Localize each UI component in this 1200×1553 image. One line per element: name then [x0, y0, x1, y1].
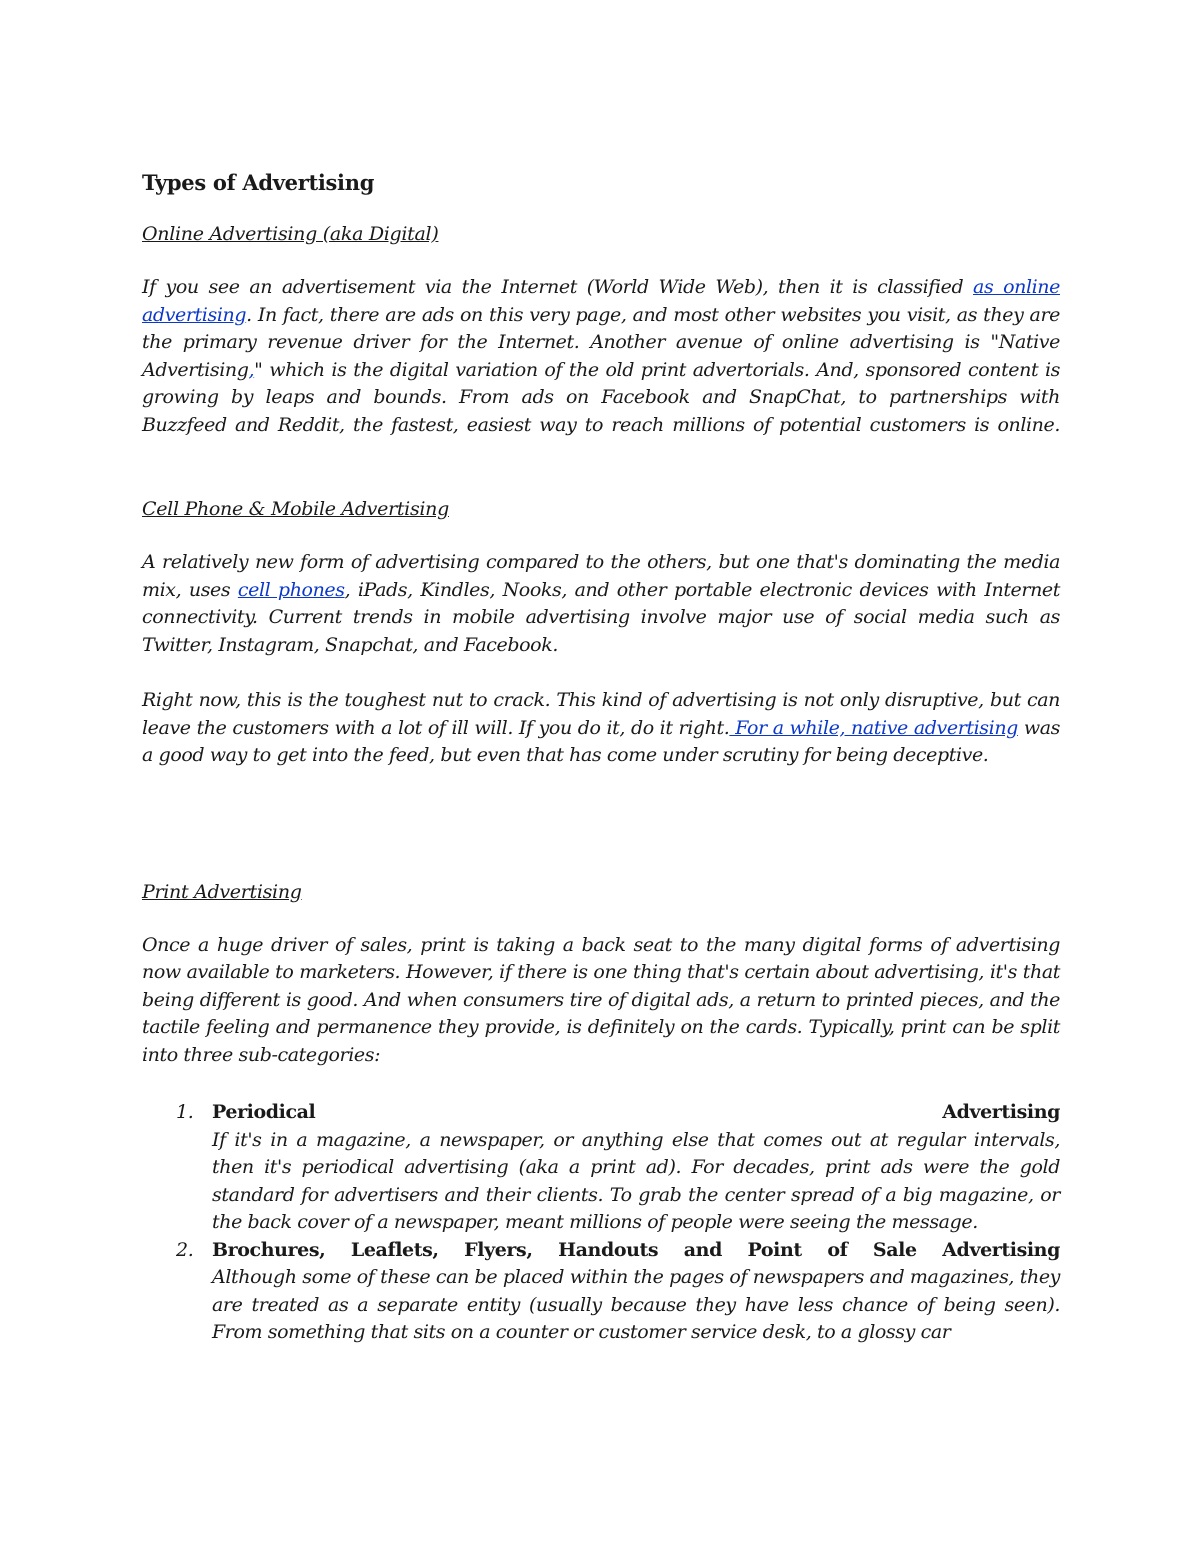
native-advertising-while-link[interactable]: For a while, native advertising — [729, 716, 1018, 739]
mobile-text-1: A relatively new form of advertising compared to the others, but one that's dominating the media mix, uses — [142, 551, 1060, 601]
mobile-paragraph-2 — [142, 687, 1060, 770]
list-item — [142, 1099, 1060, 1237]
online-text-3: " which is the digital variation of the old print advertorials. And, sponsored content is growing by leaps and bounds. From ads on Facebook and SnapChat, to partnerships with Buzzfeed and Reddit, the fastest, easiest way to reach millions of potential customers is online. — [142, 358, 1060, 436]
print-paragraph: Once a huge driver of sales, print is taking a back seat to the many digital forms of advertising now available to marketers. However, if there is one thing that's certain about advertising, it's that being different is good. And when consumers tire of digital ads, a return to printed pieces, and the tactile feeling and permanence they provide, is definitely on the cards. Typically, print can be split into three sub-categories: — [142, 933, 1060, 1066]
document-page — [142, 168, 1060, 1347]
as-online-advertising-link[interactable]: as online advertising — [142, 276, 1060, 326]
online-text-1: If you see an advertisement via the Internet (World Wide Web), then it is classified — [142, 276, 974, 298]
list-item-body: If it's in a magazine, a newspaper, or anything else that comes out at regular intervals, then it's periodical advertising (aka a print ad). For decades, print ads were the gold standard for advertisers and their clients. To grab the center spread of a big magazine, or the back cover of a newspaper, meant millions of people were seeing the message. — [212, 1128, 1060, 1233]
mobile-paragraph-1 — [142, 549, 1060, 659]
cell-phones-link[interactable]: cell phones — [237, 578, 345, 601]
section-heading-mobile: Cell Phone & Mobile Advertising — [142, 498, 449, 520]
page-title: Types of Advertising — [142, 170, 375, 195]
mobile-text-2: , iPads, Kindles, Nooks, and other portable electronic devices with Internet connectivity. Current trends in mobile advertising involve major use of social media such as Twitter, Instagram, Snapchat, and Facebook. — [142, 578, 1061, 656]
list-item-title: Periodical Advertising — [212, 1101, 1060, 1123]
list-item-title: Brochures, Leaflets, Flyers, Handouts and Point of Sale Advertising — [212, 1238, 1060, 1261]
list-number: 2. — [176, 1238, 194, 1261]
online-text-2: . In fact, there are ads on this very page, and most other websites you visit, as they are the primary revenue driver for the Internet. Another avenue of online advertising is "Native Advertising — [142, 303, 1060, 381]
section-heading-online: Online Advertising (aka Digital) — [142, 223, 439, 245]
list-item-body: Although some of these can be placed within the pages of newspapers and magazines, they are treated as a separate entity (usually because they have less chance of being seen). From something that sits on a counter or customer service desk, to a glossy car — [212, 1266, 1060, 1343]
mobile-text-3: Right now, this is the toughest nut to crack. This kind of advertising is not only disruptive, but can leave the customers with a lot of ill will. If you do it, do it right. — [142, 689, 1060, 739]
list-number: 1. — [176, 1101, 194, 1123]
native-advertising-link[interactable]: , — [248, 358, 255, 381]
section-heading-print: Print Advertising — [142, 880, 302, 903]
mobile-text-4: was a good way to get into the feed, but even that has come under scrutiny for being deceptive. — [142, 716, 1060, 766]
list-item — [142, 1237, 1060, 1347]
print-subcategory-list — [142, 1099, 1060, 1347]
online-paragraph — [142, 274, 1060, 439]
